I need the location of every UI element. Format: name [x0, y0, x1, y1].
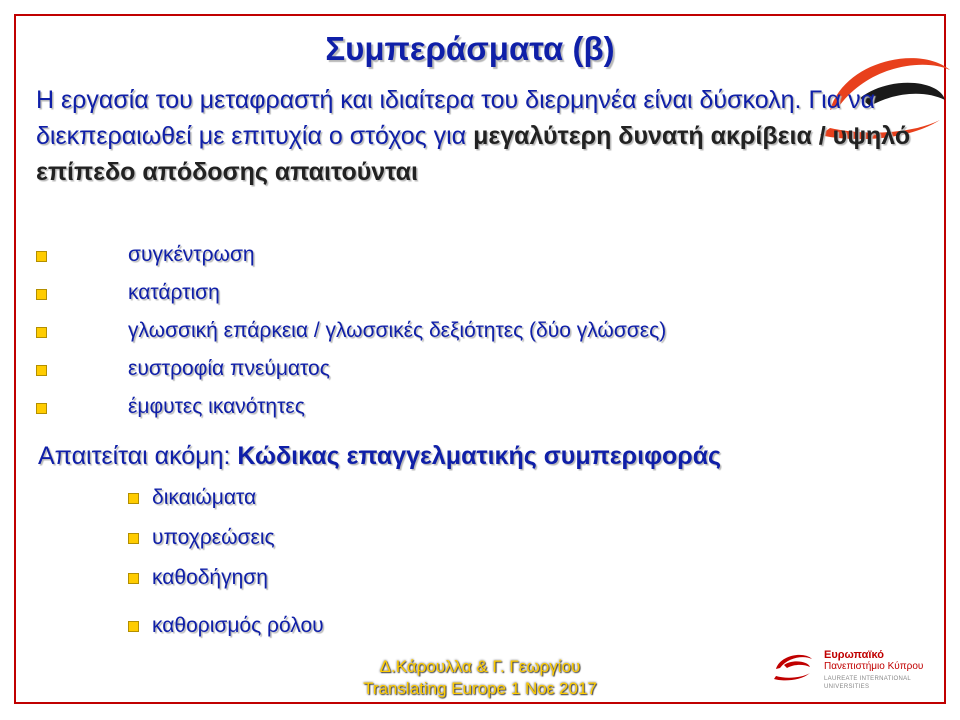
intro-paragraph: [36, 82, 926, 190]
slide-title: Συμπεράσματα (β): [325, 30, 615, 67]
bullet-icon: [36, 403, 47, 414]
university-logo-icon: [770, 649, 816, 683]
intro-bold-text: μεγαλύτερη δυνατή ακρίβεια / υψηλό επίπεδο απόδοσης απαιτούνται: [36, 122, 911, 186]
intro-plain-text: Η εργασία του μεταφραστή και ιδιαίτερα του διερμηνέα είναι δύσκολη. Για να διεκπεραιωθεί με επιτυχία ο στόχος για: [36, 86, 876, 150]
bullet-icon: [128, 573, 139, 584]
list-item-label: δικαιώματα: [152, 486, 257, 509]
list-item-label: έμφυτες ικανότητες: [128, 395, 305, 418]
footer-authors: Δ.Κάρουλλα & Γ. Γεωργίου: [379, 657, 581, 676]
also-required-bold: Κώδικας επαγγελματικής συμπεριφοράς: [237, 442, 722, 470]
bullet-icon: [128, 533, 139, 544]
logo-text-line3: LAUREATE INTERNATIONAL UNIVERSITIES: [824, 676, 911, 690]
bullet-icon: [36, 327, 47, 338]
list-item-label: συγκέντρωση: [128, 243, 255, 266]
list-item-label: γλωσσική επάρκεια / γλωσσικές δεξιότητες (δύο γλώσσες): [128, 319, 667, 342]
list-item-label: καθοδήγηση: [152, 566, 268, 589]
logo-text-line2: Πανεπιστήμιο Κύπρου: [824, 661, 924, 672]
list-item-label: καθορισμός ρόλου: [152, 614, 324, 637]
bullet-icon: [36, 365, 47, 376]
bullet-icon: [128, 493, 139, 504]
list-item-label: ευστροφία πνεύματος: [128, 357, 330, 380]
bullet-icon: [36, 289, 47, 300]
list-item-label: κατάρτιση: [128, 281, 220, 304]
also-required-heading: [38, 442, 721, 471]
list-item-label: υποχρεώσεις: [152, 526, 275, 549]
bullet-icon: [36, 251, 47, 262]
logo-text-line1: Ευρωπαϊκό: [824, 649, 884, 661]
slide-footer: [330, 656, 630, 700]
footer-event: Translating Europe 1 Noε 2017: [363, 679, 597, 698]
university-logo: [770, 643, 940, 689]
also-required-prefix: Απαιτείται ακόμη:: [38, 442, 231, 470]
bullet-icon: [128, 621, 139, 632]
